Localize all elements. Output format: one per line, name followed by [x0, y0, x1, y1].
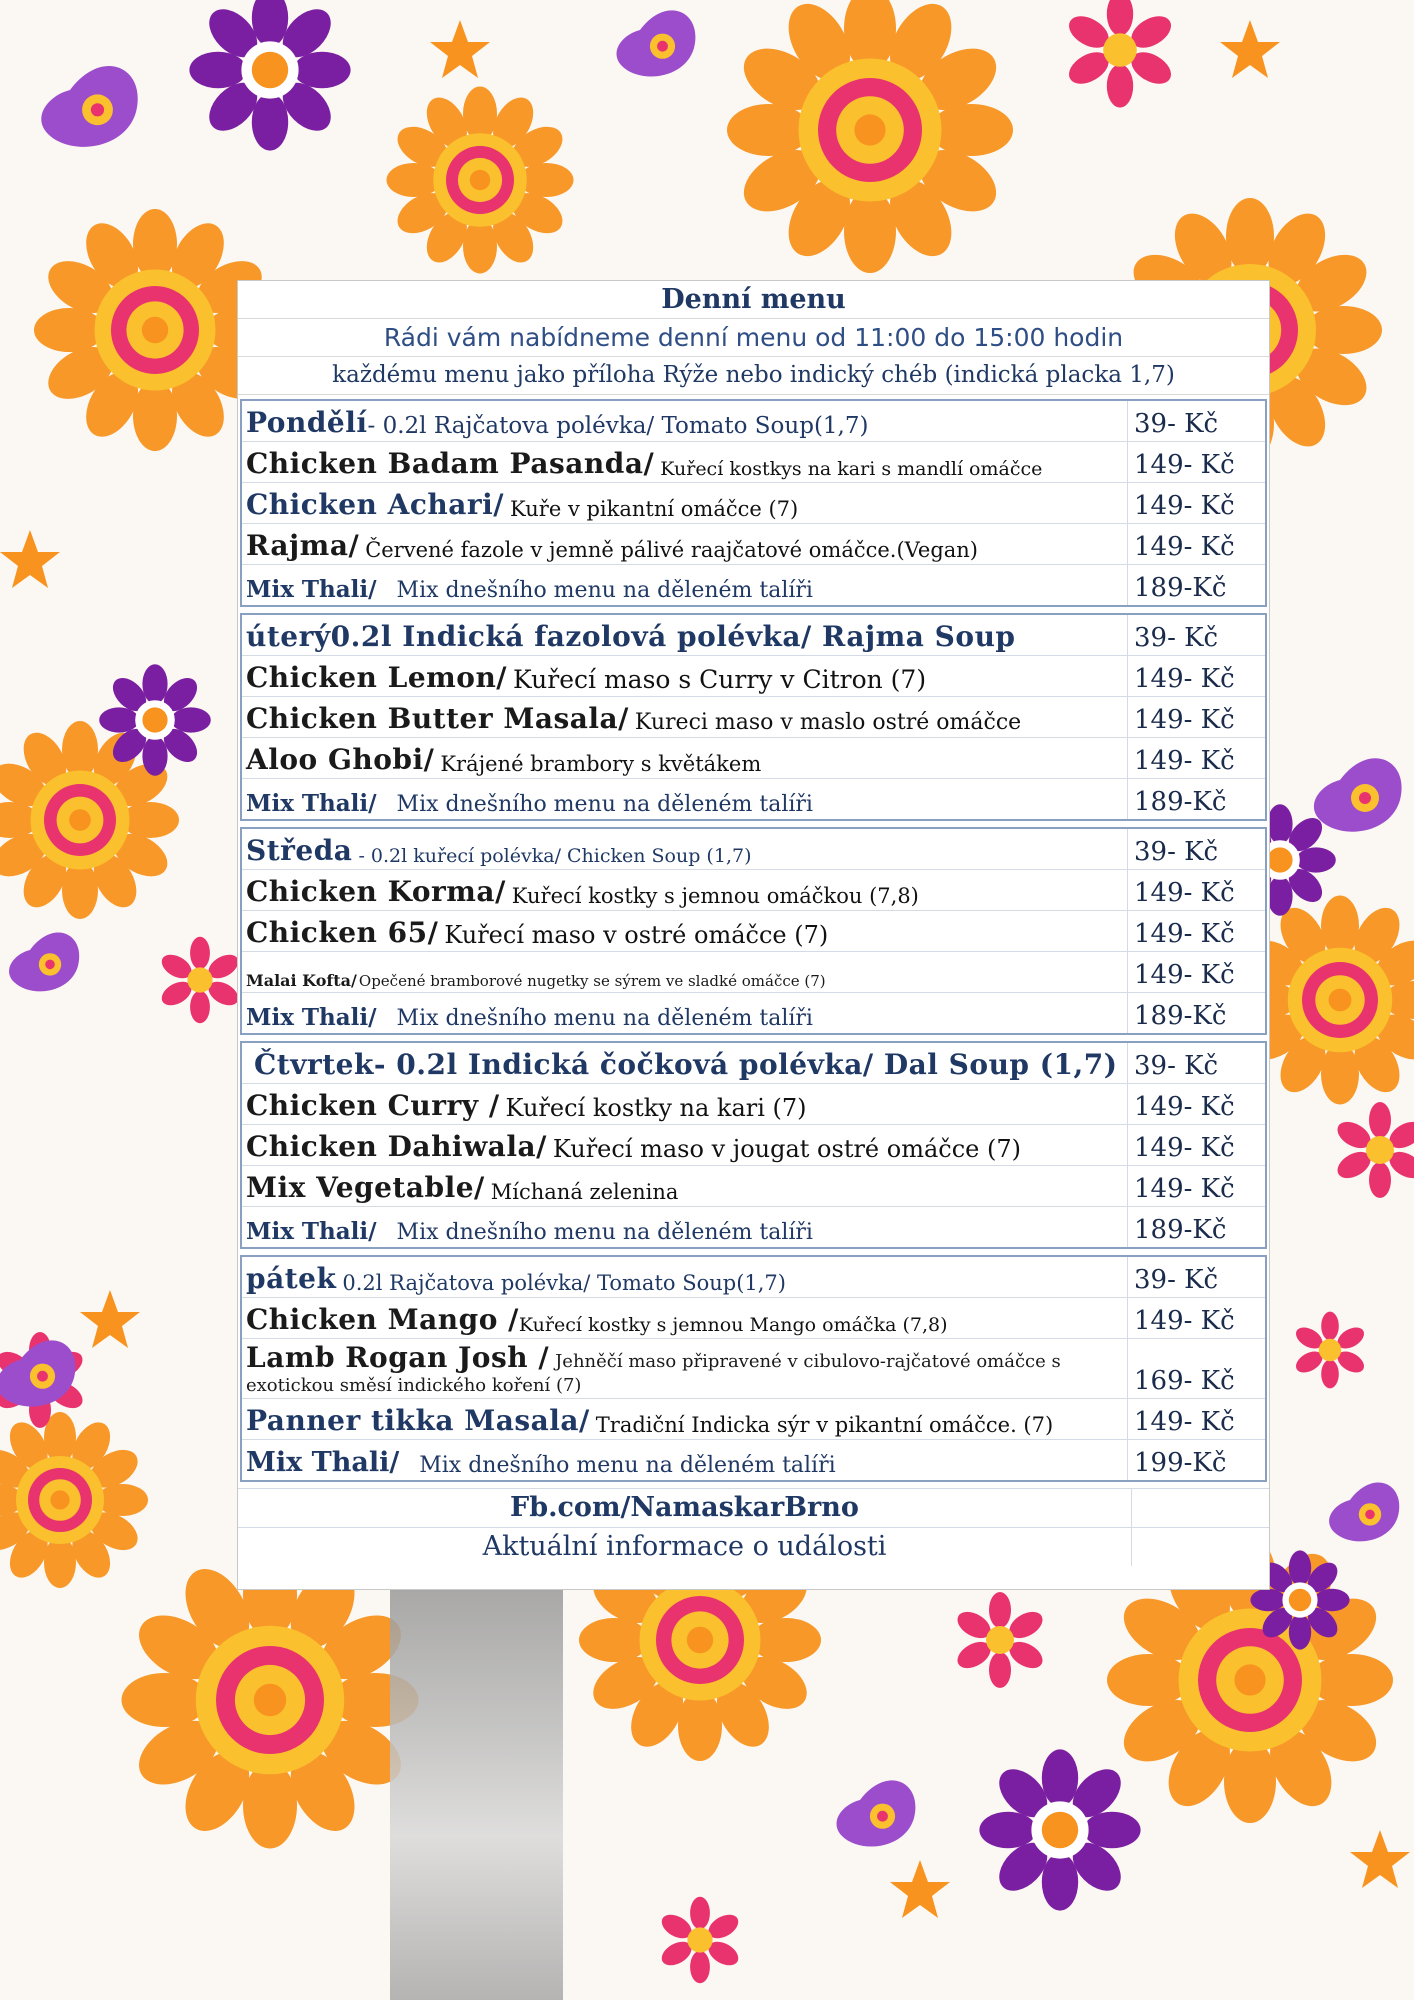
dish-row — [242, 524, 1265, 565]
mix-label: Mix Thali/ — [246, 1218, 377, 1245]
dish-desc: Červené fazole v jemně pálivé raajčatové omáčce.(Vegan) — [365, 538, 979, 562]
dish-price: 149- Kč — [1134, 450, 1235, 480]
dish-row — [242, 738, 1265, 779]
dish-row — [242, 697, 1265, 738]
mix-price: 189-Kč — [1134, 787, 1227, 817]
day-block-thursday — [240, 1041, 1267, 1249]
dish-price: 149- Kč — [1134, 1174, 1235, 1204]
dish-row — [242, 1339, 1265, 1399]
mix-desc: Mix dnešního menu na děleném talíři — [396, 578, 813, 603]
soup-text: 0.2l Indická fazolová polévka/ Rajma Soup — [330, 620, 1016, 653]
mix-label: Mix Thali/ — [246, 576, 377, 603]
soup-text: - 0.2l Rajčatova polévka/ Tomato Soup(1,7) — [367, 413, 869, 439]
mix-label: Mix Thali/ — [246, 790, 377, 817]
day-block-wednesday — [240, 827, 1267, 1035]
dish-row — [242, 1084, 1265, 1125]
day-block-monday — [240, 399, 1267, 607]
soup-row — [242, 615, 1265, 656]
dish-price: 149- Kč — [1134, 1092, 1235, 1122]
day-name: pátek — [246, 1262, 337, 1295]
dish-desc: Kuřecí kostky s jemnou omáčkou (7,8) — [511, 884, 919, 908]
mix-price: 199-Kč — [1134, 1448, 1227, 1479]
mix-price: 189-Kč — [1134, 573, 1227, 603]
dish-name: Chicken Achari/ — [246, 488, 505, 521]
dish-desc: Kuřecí maso v jougat ostré omáčce (7) — [552, 1135, 1021, 1163]
dish-price: 149- Kč — [1134, 491, 1235, 521]
dish-row — [242, 483, 1265, 524]
dish-desc: Kuřecí kostky na kari (7) — [505, 1094, 807, 1122]
day-name: Středa — [246, 834, 353, 867]
dish-name: Aloo Ghobi/ — [246, 743, 435, 776]
dish-name: Mix Vegetable/ — [246, 1171, 485, 1204]
dish-name: Chicken Butter Masala/ — [246, 702, 629, 735]
dish-desc: Kureci maso v maslo ostré omáčce — [634, 710, 1022, 735]
dish-desc: Kuřecí kostkys na kari s mandlí omáčce — [660, 458, 1043, 480]
day-name: Pondělí — [246, 406, 368, 439]
dish-price: 149- Kč — [1134, 878, 1235, 908]
dish-name: Chicken Korma/ — [246, 875, 506, 908]
dish-price: 149- Kč — [1134, 960, 1235, 990]
mix-thali-row — [242, 779, 1265, 819]
soup-row — [242, 1043, 1265, 1084]
day-name: úterý — [246, 620, 331, 653]
dish-desc: Kuřecí maso s Curry v Citron (7) — [513, 665, 927, 694]
soup-row — [242, 401, 1265, 442]
day-block-friday — [240, 1255, 1267, 1482]
dish-price: 149- Kč — [1134, 705, 1235, 735]
soup-text: 0.2l Rajčatova polévka/ Tomato Soup(1,7) — [342, 1271, 786, 1295]
mix-desc: Mix dnešního menu na děleném talíři — [396, 792, 813, 817]
dish-row — [242, 656, 1265, 697]
menu-subtitle: Rádi vám nabídneme denní menu od 11:00 do 15:00 hodin — [238, 319, 1269, 357]
mix-desc: Mix dnešního menu na děleném talíři — [396, 1220, 813, 1245]
dish-name: Chicken Lemon/ — [246, 661, 508, 694]
dish-row — [242, 870, 1265, 911]
dish-desc: Kuřecí kostky s jemnou Mango omáčka (7,8) — [518, 1314, 948, 1336]
mix-thali-row — [242, 1440, 1265, 1480]
dish-name: Chicken Badam Pasanda/ — [246, 447, 655, 480]
soup-price: 39- Kč — [1134, 1265, 1219, 1295]
soup-row — [242, 829, 1265, 870]
mix-price: 189-Kč — [1134, 1001, 1227, 1031]
dish-name: Chicken Mango / — [246, 1303, 519, 1336]
day-block-tuesday — [240, 613, 1267, 821]
dish-price: 149- Kč — [1134, 919, 1235, 949]
dish-desc: Tradiční Indicka sýr v pikantní omáčce. (7) — [595, 1413, 1054, 1438]
dish-price: 169- Kč — [1134, 1366, 1235, 1397]
dish-row — [242, 911, 1265, 952]
mix-thali-row — [242, 993, 1265, 1033]
soup-text: - 0.2l kuřecí polévka/ Chicken Soup (1,7) — [358, 845, 752, 867]
soup-text: - 0.2l Indická čočková polévka/ Dal Soup (1,7) — [373, 1048, 1118, 1081]
mix-thali-row — [242, 1207, 1265, 1247]
dish-price: 149- Kč — [1134, 664, 1235, 694]
soup-price: 39- Kč — [1134, 409, 1219, 439]
dish-price: 149- Kč — [1134, 1133, 1235, 1163]
dish-desc: Kuře v pikantní omáčce (7) — [510, 497, 799, 521]
dish-name: Panner tikka Masala/ — [246, 1404, 590, 1438]
mix-desc: Mix dnešního menu na děleném talíři — [419, 1453, 836, 1479]
dish-price: 149- Kč — [1134, 1407, 1235, 1438]
dish-desc: Jehněčí maso připravené v cibulovo-rajčatové omáčce s exotickou směsí indického koření (7) — [246, 1351, 1061, 1396]
menu-title: Denní menu — [238, 281, 1269, 319]
dish-name: Chicken Dahiwala/ — [246, 1130, 547, 1163]
soup-price: 39- Kč — [1134, 623, 1219, 653]
mix-label: Mix Thali/ — [246, 1004, 377, 1031]
dish-name: Chicken 65/ — [246, 916, 439, 949]
dish-desc: Kuřecí maso v ostré omáčce (7) — [444, 921, 829, 949]
side-dish-note: každému menu jako příloha Rýže nebo indický chéb (indická placka 1,7) — [238, 357, 1269, 395]
footer-info: Aktuální informace o události — [238, 1528, 1132, 1566]
dish-name: Chicken Curry / — [246, 1089, 500, 1122]
dish-row — [242, 1399, 1265, 1440]
mix-price: 189-Kč — [1134, 1215, 1227, 1245]
mix-thali-row — [242, 565, 1265, 605]
dish-desc: Míchaná zelenina — [490, 1180, 679, 1204]
gray-photo-strip — [390, 1590, 563, 2000]
facebook-link[interactable]: Fb.com/NamaskarBrno — [238, 1489, 1132, 1527]
dish-desc: Opečené bramborové nugetky se sýrem ve sladké omáčce (7) — [358, 972, 826, 990]
dish-price: 149- Kč — [1134, 1306, 1235, 1336]
dish-row — [242, 1125, 1265, 1166]
dish-row — [242, 952, 1265, 993]
footer-facebook-row — [238, 1488, 1269, 1527]
dish-name: Malai Kofta/ — [246, 971, 357, 990]
daily-menu-table — [237, 280, 1270, 1590]
day-name: Čtvrtek — [254, 1048, 374, 1081]
dish-desc: Krájené brambory s květákem — [440, 752, 762, 776]
dish-price: 149- Kč — [1134, 532, 1235, 562]
dish-name: Rajma/ — [246, 529, 360, 562]
dish-row — [242, 1298, 1265, 1339]
dish-row — [242, 1166, 1265, 1207]
dish-price: 149- Kč — [1134, 746, 1235, 776]
dish-name: Lamb Rogan Josh / — [246, 1341, 550, 1374]
dish-row — [242, 442, 1265, 483]
soup-row — [242, 1257, 1265, 1298]
soup-price: 39- Kč — [1134, 1051, 1219, 1081]
footer-info-row — [238, 1527, 1269, 1566]
mix-label: Mix Thali/ — [246, 1447, 400, 1479]
mix-desc: Mix dnešního menu na děleném talíři — [396, 1006, 813, 1031]
soup-price: 39- Kč — [1134, 837, 1219, 867]
